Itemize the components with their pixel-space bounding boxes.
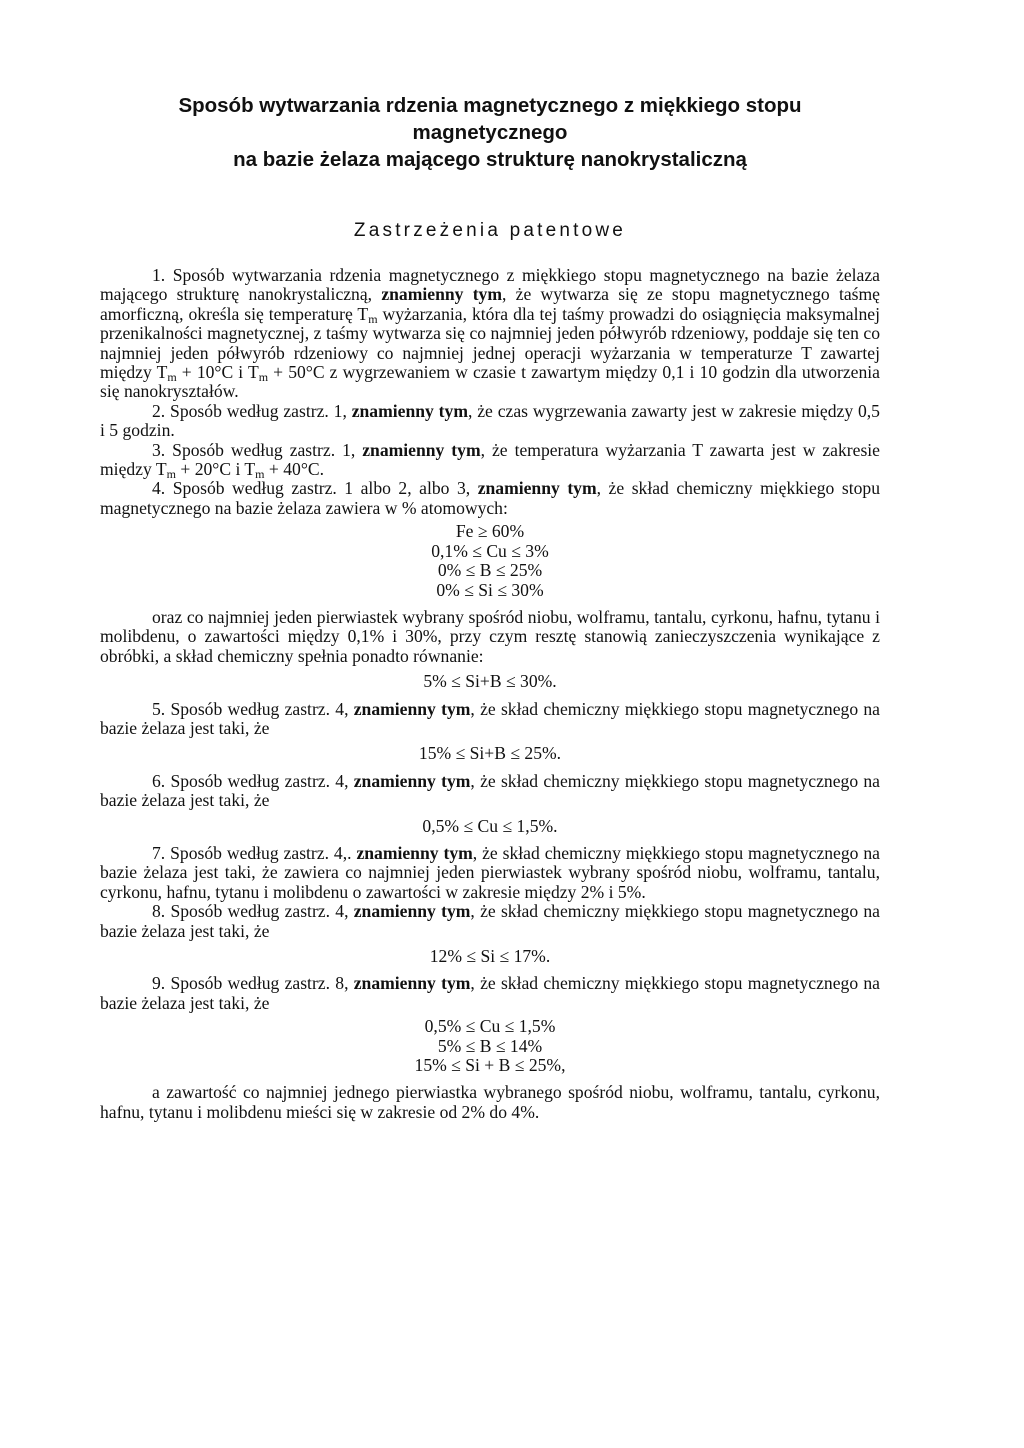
claim-keyword: znamienny tym (353, 901, 471, 922)
claim-text: 4. Sposób według zastrz. 1 albo 2, albo 3, (152, 478, 478, 499)
claim-text: 3. Sposób według zastrz. 1, (152, 439, 363, 460)
claim-keyword: znamienny tym (477, 478, 597, 499)
claim-keyword: znamienny tym (353, 770, 471, 791)
formula: 0% ≤ B ≤ 25% (437, 560, 543, 581)
claim-text: , że skład chemiczny miękkiego stopu magnetycznego na bazie żelaza jest taki, że (100, 973, 880, 1013)
claim-text: , że skład chemiczny miękkiego stopu magnetycznego na bazie żelaza jest taki, że zawiera co najmniej jeden pierwiastek wybrany spośród niobu, wolframu, tantalu, cyrkonu, hafnu, tytanu i molibdenu o zawartości w zakresie między 2% i 5%. (100, 842, 880, 902)
claim-4 (100, 479, 880, 691)
claim-text: + 10°C i T (176, 362, 259, 383)
formula: 0,5% ≤ Cu ≤ 1,5% (424, 1016, 556, 1037)
claim-text: 8. Sposób według zastrz. 4, (152, 901, 354, 922)
claim-keyword: znamienny tym (381, 284, 503, 305)
subscript: m (368, 311, 378, 326)
subscript: m (255, 467, 265, 482)
document-title (100, 92, 880, 173)
claim-keyword: znamienny tym (353, 698, 471, 719)
document-page (100, 92, 880, 1122)
claim-1 (100, 266, 880, 402)
claim-text: , że czas wygrzewania zawarty jest w zakresie między 0,5 i 5 godzin. (100, 400, 880, 441)
formula: Fe ≥ 60% (455, 521, 525, 542)
formula: 5% ≤ B ≤ 14% (437, 1035, 543, 1056)
claim-keyword: znamienny tym (362, 439, 481, 460)
formula: 0,1% ≤ Cu ≤ 3% (431, 540, 549, 561)
formula: 5% ≤ Si+B ≤ 30%. (423, 671, 557, 692)
subscript: m (166, 467, 176, 482)
claim-text: , że skład chemiczny miękkiego stopu magnetycznego na bazie żelaza jest taki, że (100, 698, 880, 738)
subscript: m (167, 370, 177, 385)
claim-text: 6. Sposób według zastrz. 4, (152, 770, 354, 791)
claim-3 (100, 441, 880, 480)
formula: 12% ≤ Si ≤ 17%. (429, 946, 551, 966)
claim-7 (100, 844, 880, 902)
claim-text: + 40°C. (264, 459, 324, 480)
title-line-2: na bazie żelaza mającego strukturę nanokrystaliczną (233, 148, 747, 171)
claim-text: , że skład chemiczny miękkiego stopu magnetycznego na bazie żelaza zawiera w % atomowych: (100, 478, 880, 518)
claim-2 (100, 402, 880, 441)
subscript: m (258, 370, 269, 385)
claim-text: oraz co najmniej jeden pierwiastek wybrany spośród niobu, wolframu, tantalu, cyrkonu, hafnu, tytanu i molibdenu, o zawartości między 0,1% i 30%, przy czym resztę stanowią zanieczyszczenia wynikające z obróbki, a skład chemiczny spełnia ponadto równanie: (100, 606, 880, 666)
claim-text: 9. Sposób według zastrz. 8, (152, 973, 354, 994)
title-line-1: Sposób wytwarzania rdzenia magnetycznego z miękkiego stopu magnetycznego (178, 94, 802, 144)
formula-block (100, 522, 880, 600)
formula: 15% ≤ Si+B ≤ 25%. (418, 743, 562, 764)
claim-text: 1. Sposób wytwarzania rdzenia magnetycznego z miękkiego stopu magnetycznego na bazie żelaza mającego strukturę nanokrystaliczną, (100, 265, 880, 305)
claim-5 (100, 700, 880, 764)
claim-text: + 20°C i T (175, 459, 256, 480)
formula: 15% ≤ Si + B ≤ 25%, (414, 1055, 566, 1076)
claims-list (100, 266, 880, 1122)
claim-text: + 50°C z wygrzewaniem w czasie t zawartym między 0,1 i 10 godzin dla utworzenia się nanokryształów. (100, 362, 880, 402)
claim-text: 7. Sposób według zastrz. 4,. (152, 842, 357, 863)
claim-text: 2. Sposób według zastrz. 1, (152, 400, 352, 421)
claim-keyword: znamienny tym (353, 973, 471, 994)
claim-text: , że temperatura wyżarzania T zawarta jest w zakresie między T (100, 439, 880, 480)
section-heading: Zastrzeżenia patentowe (353, 220, 627, 241)
claim-keyword: znamienny tym (356, 842, 473, 863)
formula: 0% ≤ Si ≤ 30% (436, 579, 544, 600)
claim-text: a zawartość co najmniej jednego pierwiastka wybranego spośród niobu, wolframu, tantalu, cyrkonu, hafnu, tytanu i molibdenu mieści się w zakresie od 2% do 4%. (100, 1082, 880, 1122)
claim-6 (100, 772, 880, 836)
claim-text: , że wytwarza się ze stopu magnetycznego taśmę amorficzną, określa się temperaturę T (100, 284, 880, 324)
formula: 0,5% ≤ Cu ≤ 1,5%. (422, 815, 558, 836)
claim-text: wyżarzania, która dla tej taśmy prowadzi do osiągnięcia maksymalnej przenikalności magnetycznej, z taśmy wytwarza się co najmniej jeden półwyrób rdzeniowy, poddaje się ten co najmniej jeden półwyrób rdzeniowy co najmniej jednej operacji wyżarzania w temperaturze T zawartej między T (100, 303, 880, 383)
claim-keyword: znamienny tym (351, 400, 468, 421)
claim-8 (100, 902, 880, 966)
claim-text: , że skład chemiczny miękkiego stopu magnetycznego na bazie żelaza jest taki, że (100, 901, 880, 941)
claim-text: , że skład chemiczny miękkiego stopu magnetycznego na bazie żelaza jest taki, że (100, 770, 880, 811)
claim-text: 5. Sposób według zastrz. 4, (152, 698, 354, 719)
formula-block (100, 1017, 880, 1075)
claim-9 (100, 974, 880, 1122)
